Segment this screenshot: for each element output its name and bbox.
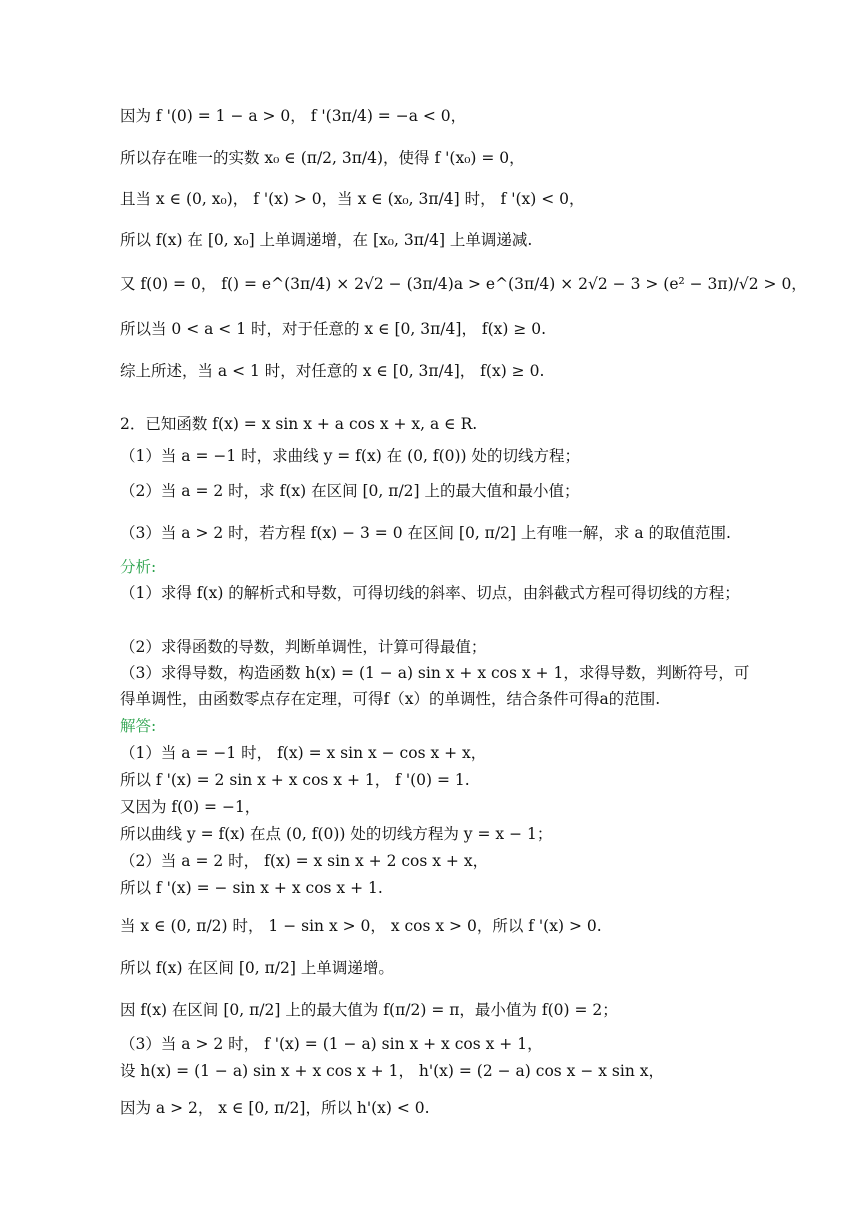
- solution-line-5: （2）当 a = 2 时， f(x) = x sin x + 2 cos x + x，: [120, 852, 489, 870]
- solution-line-9: 因 f(x) 在区间 [0, π/2] 上的最大值为 f(π/2) = π，最小值为 f(0) = 2；: [120, 1001, 618, 1019]
- prev-solution-line-4: 所以 f(x) 在 [0, x₀] 上单调递增，在 [x₀, 3π/4] 上单调递减.: [120, 231, 533, 249]
- problem-part-1: （1）当 a = −1 时，求曲线 y = f(x) 在 (0, f(0)) 处的切线方程；: [120, 447, 581, 465]
- prev-solution-line-2: 所以存在唯一的实数 x₀ ∈ (π/2, 3π/4)，使得 f '(x₀) = 0，: [120, 149, 525, 167]
- prev-solution-line-6: 所以当 0 < a < 1 时，对于任意的 x ∈ [0, 3π/4]， f(x) ≥ 0.: [120, 320, 547, 338]
- solution-line-11: 设 h(x) = (1 − a) sin x + x cos x + 1， h'(x) = (2 − a) cos x − x sin x，: [120, 1062, 664, 1080]
- prev-solution-line-3: 且当 x ∈ (0, x₀)， f '(x) > 0，当 x ∈ (x₀, 3π/4] 时， f '(x) < 0，: [120, 190, 585, 208]
- solution-line-3: 又因为 f(0) = −1，: [120, 798, 261, 816]
- analysis-item-3: （3）求得导数，构造函数 h(x) = (1 − a) sin x + x cos x + 1，求得导数，判断符号，可得单调性，由函数零点存在定理，可得f（x）的单调性，结合条件可得a的范围.: [120, 664, 750, 708]
- solution-line-7: 当 x ∈ (0, π/2) 时， 1 − sin x > 0， x cos x > 0，所以 f '(x) > 0.: [120, 917, 602, 935]
- solution-line-2: 所以 f '(x) = 2 sin x + x cos x + 1， f '(0) = 1.: [120, 771, 470, 789]
- prev-solution-line-5: 又 f(0) = 0， f() = e^(3π/4) × 2√2 − (3π/4)a > e^(3π/4) × 2√2 − 3 > (e² − 3π)/√2 > 0，: [120, 275, 807, 293]
- solution-line-4: 所以曲线 y = f(x) 在点 (0, f(0)) 处的切线方程为 y = x − 1；: [120, 825, 553, 843]
- solution-line-1: （1）当 a = −1 时， f(x) = x sin x − cos x + x，: [120, 744, 487, 762]
- analysis-heading: 分析:: [120, 558, 157, 576]
- solution-line-12: 因为 a > 2， x ∈ [0, π/2]，所以 h'(x) < 0.: [120, 1099, 430, 1117]
- solution-line-6: 所以 f '(x) = − sin x + x cos x + 1.: [120, 879, 383, 897]
- problem-stem: 2．已知函数 f(x) = x sin x + a cos x + x, a ∈ R.: [120, 415, 478, 433]
- prev-solution-line-1: 因为 f '(0) = 1 − a > 0， f '(3π/4) = −a < 0，: [120, 107, 467, 125]
- analysis-item-1: （1）求得 f(x) 的解析式和导数，可得切线的斜率、切点，由斜截式方程可得切线的方程；: [120, 584, 740, 602]
- prev-solution-line-7: 综上所述，当 a < 1 时，对任意的 x ∈ [0, 3π/4]， f(x) ≥ 0.: [120, 362, 545, 380]
- problem-part-3: （3）当 a > 2 时，若方程 f(x) − 3 = 0 在区间 [0, π/2] 上有唯一解，求 a 的取值范围.: [120, 524, 731, 542]
- problem-part-2: （2）当 a = 2 时，求 f(x) 在区间 [0, π/2] 上的最大值和最小值；: [120, 482, 580, 500]
- analysis-item-2: （2）求得函数的导数，判断单调性，计算可得最值；: [120, 638, 487, 656]
- solution-line-10: （3）当 a > 2 时， f '(x) = (1 − a) sin x + x cos x + 1，: [120, 1035, 543, 1053]
- solution-heading: 解答:: [120, 717, 157, 735]
- solution-line-8: 所以 f(x) 在区间 [0, π/2] 上单调递增。: [120, 959, 394, 977]
